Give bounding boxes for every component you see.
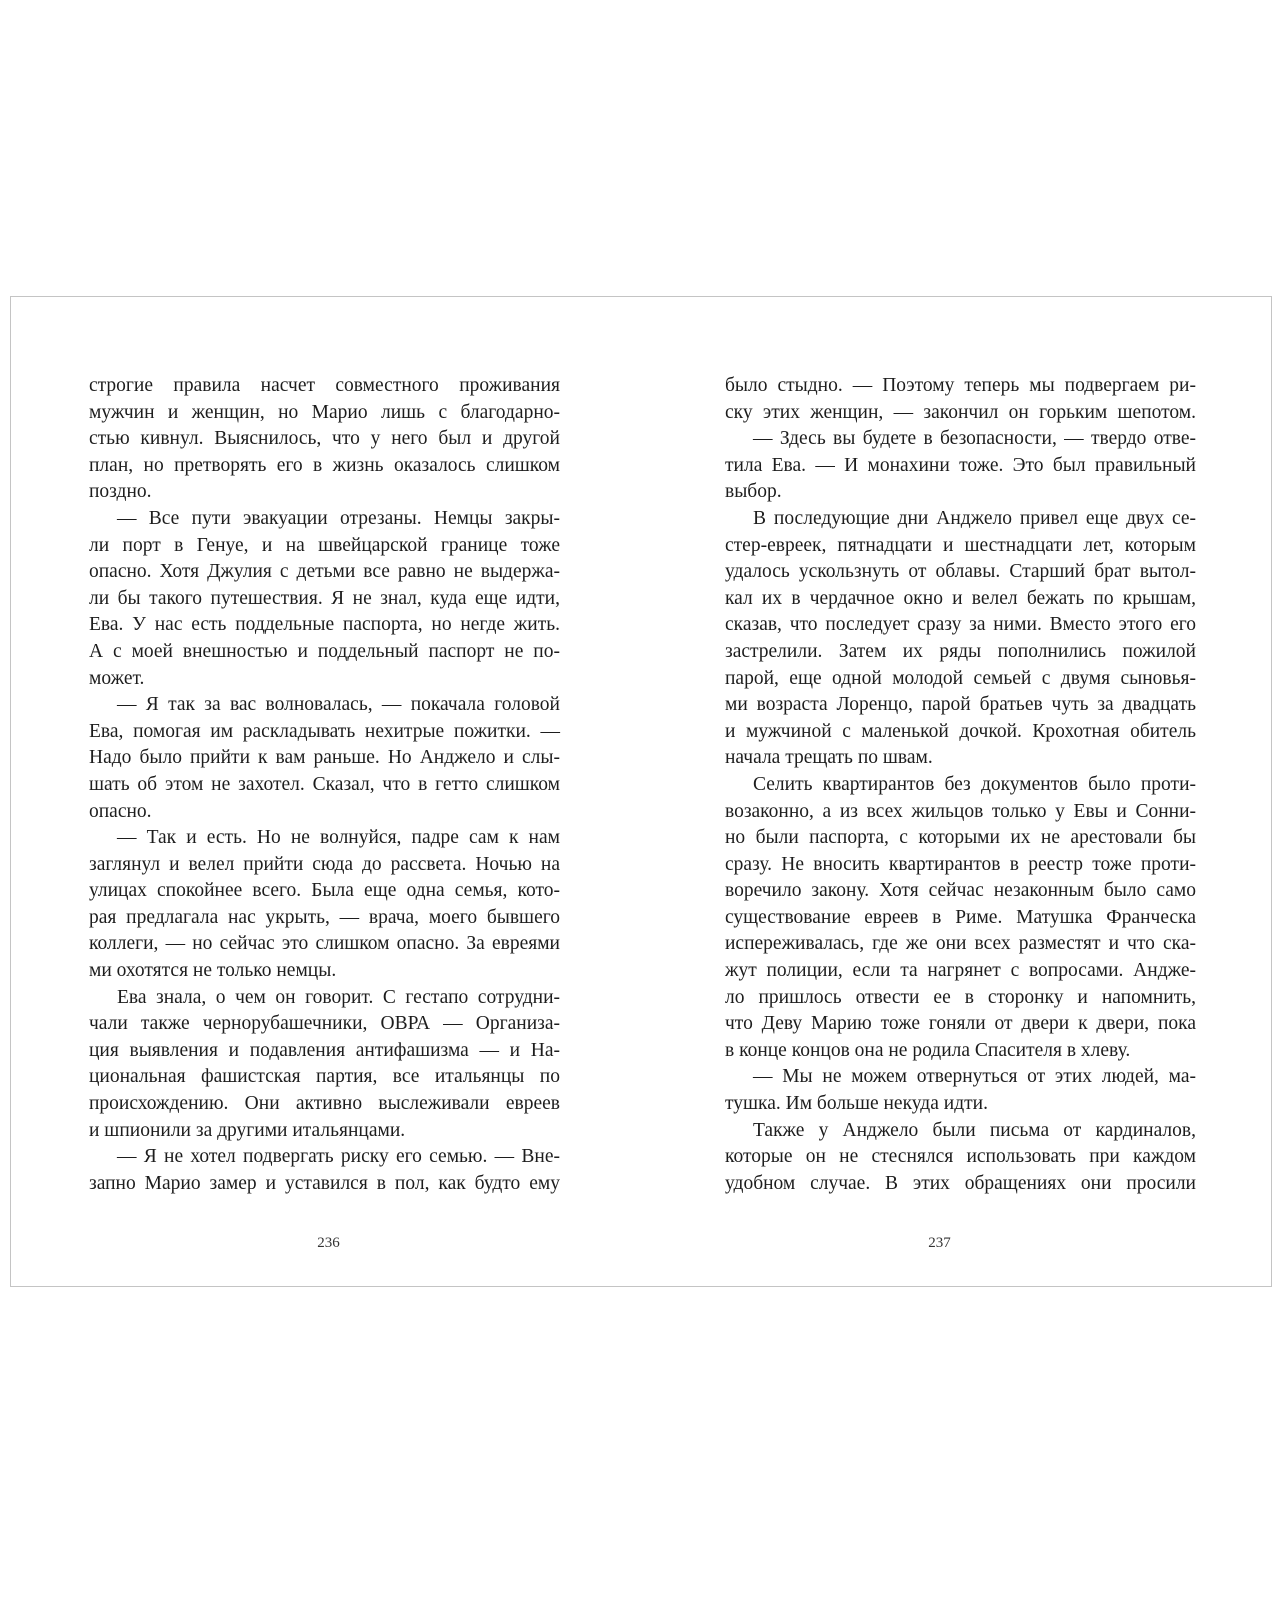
text-line: сразу. Не вносить квартирантов в реестр тоже проти-: [725, 853, 1196, 875]
text-line: и мужчиной с маленькой дочкой. Крохотная обитель: [725, 720, 1196, 742]
text-line: А с моей внешностью и поддельный паспорт не по-: [89, 640, 560, 662]
text-line: рая предлагала нас укрыть, — врача, моего бывшего: [89, 906, 560, 928]
text-line: опасно.: [89, 800, 152, 822]
text-line: — Мы не можем отвернуться от этих людей, ма-: [753, 1066, 1196, 1088]
text-line: ми охотятся не только немцы.: [89, 960, 337, 982]
text-line: строгие правила насчет совместного проживания: [89, 375, 560, 396]
text-line: тила Ева. — И монахини тоже. Это был правильный: [725, 454, 1196, 476]
left-page: [11, 297, 642, 1286]
text-line: удалось ускользнуть от облавы. Старший брат вытол-: [725, 561, 1196, 583]
text-line: было стыдно. — Поэтому теперь мы подвергаем ри-: [725, 375, 1196, 396]
text-line: шать об этом не захотел. Сказал, что в гетто слишком: [89, 773, 560, 795]
text-line: — Я так за вас волновалась, — покачала головой: [117, 694, 560, 716]
text-line: удобном случае. В этих обращениях они просили: [725, 1172, 1196, 1194]
text-line: план, но претворять его в жизнь оказалось слишком: [89, 454, 560, 476]
text-line: — Все пути эвакуации отрезаны. Немцы закры-: [117, 507, 560, 529]
text-line: испереживалась, где же они всех разместят и что ска-: [725, 933, 1196, 955]
text-line: — Я не хотел подвергать риску его семью. — Вне-: [117, 1146, 560, 1168]
text-line: — Здесь вы будете в безопасности, — твердо отве-: [753, 428, 1196, 450]
text-line: жут полиции, если та нагрянет с вопросами. Андже-: [725, 960, 1196, 982]
text-line: мужчин и женщин, но Марио лишь с благодарно-: [89, 401, 560, 423]
text-line: Ева знала, о чем он говорит. С гестапо сотрудни-: [117, 986, 560, 1008]
text-line: В последующие дни Анджело привел еще двух се-: [753, 507, 1196, 529]
text-line: Надо было прийти к вам раньше. Но Анджело и слы-: [89, 747, 560, 769]
text-line: которые он не стеснялся использовать при каждом: [725, 1146, 1196, 1168]
right-page-text: [725, 373, 1196, 1197]
right-page-number: 237: [928, 1235, 951, 1251]
text-line: сказав, что последует сразу за ними. Вместо этого его: [725, 614, 1196, 636]
text-line: ску этих женщин, — закончил он горьким шепотом.: [725, 401, 1196, 423]
left-page-text: [89, 373, 560, 1197]
text-line: ми возраста Лоренцо, парой братьев чуть за двадцать: [725, 694, 1196, 716]
text-line: стью кивнул. Выяснилось, что у него был и другой: [89, 428, 560, 450]
text-line: Ева, помогая им раскладывать нехитрые пожитки. —: [89, 720, 560, 742]
text-line: но были паспорта, с которыми их не арестовали бы: [725, 827, 1196, 849]
text-line: начала трещать по швам.: [725, 747, 933, 769]
text-line: в конце концов она не родила Спасителя в хлеву.: [725, 1039, 1131, 1061]
text-line: застрелили. Затем их ряды пополнились пожилой: [725, 640, 1196, 662]
text-line: ли бы такого путешествия. Я не знал, куда еще идти,: [89, 587, 560, 609]
text-line: Селить квартирантов без документов было проти-: [753, 773, 1196, 795]
text-line: ло пришлось отвести ее в сторонку и напомнить,: [725, 986, 1196, 1008]
left-page-number: 236: [317, 1235, 340, 1251]
text-line: чали также чернорубашечники, ОВРА — Организа-: [89, 1013, 560, 1035]
text-line: может.: [89, 667, 145, 689]
text-line: коллеги, — но сейчас это слишком опасно. За евреями: [89, 933, 560, 955]
right-page: [642, 297, 1273, 1286]
text-line: Ева. У нас есть поддельные паспорта, но негде жить.: [89, 614, 560, 636]
text-line: кал их в чердачное окно и велел бежать по крышам,: [725, 587, 1196, 609]
text-line: циональная фашистская партия, все итальянцы по: [89, 1066, 560, 1088]
text-line: и шпионили за другими итальянцами.: [89, 1119, 406, 1141]
text-line: возаконно, а из всех жильцов только у Евы и Сонни-: [725, 800, 1196, 822]
text-line: выбор.: [725, 481, 782, 503]
text-line: поздно.: [89, 481, 152, 503]
book-spread: [10, 296, 1272, 1287]
text-line: запно Марио замер и уставился в пол, как будто ему: [89, 1172, 560, 1194]
text-line: — Так и есть. Но не волнуйся, падре сам к нам: [117, 827, 560, 849]
text-line: ция выявления и подавления антифашизма — и На-: [89, 1039, 560, 1061]
text-line: опасно. Хотя Джулия с детьми все равно не выдержа-: [89, 561, 560, 583]
text-line: парой, еще одной молодой семьей с двумя сыновья-: [725, 667, 1196, 689]
text-line: заглянул и велел прийти сюда до рассвета. Ночью на: [89, 853, 560, 875]
text-line: воречило закону. Хотя сейчас незаконным было само: [725, 880, 1196, 902]
text-line: что Деву Марию тоже гоняли от двери к двери, пока: [725, 1013, 1196, 1035]
text-line: Также у Анджело были письма от кардиналов,: [753, 1119, 1196, 1141]
text-line: улицах спокойнее всего. Была еще одна семья, кото-: [89, 880, 560, 902]
text-line: тушка. Им больше некуда идти.: [725, 1093, 988, 1115]
text-line: стер-евреек, пятнадцати и шестнадцати лет, которым: [725, 534, 1196, 556]
text-line: существование евреев в Риме. Матушка Франческа: [725, 906, 1196, 928]
text-line: ли порт в Генуе, и на швейцарской границе тоже: [89, 534, 560, 556]
text-line: происхождению. Они активно выслеживали евреев: [89, 1093, 560, 1115]
